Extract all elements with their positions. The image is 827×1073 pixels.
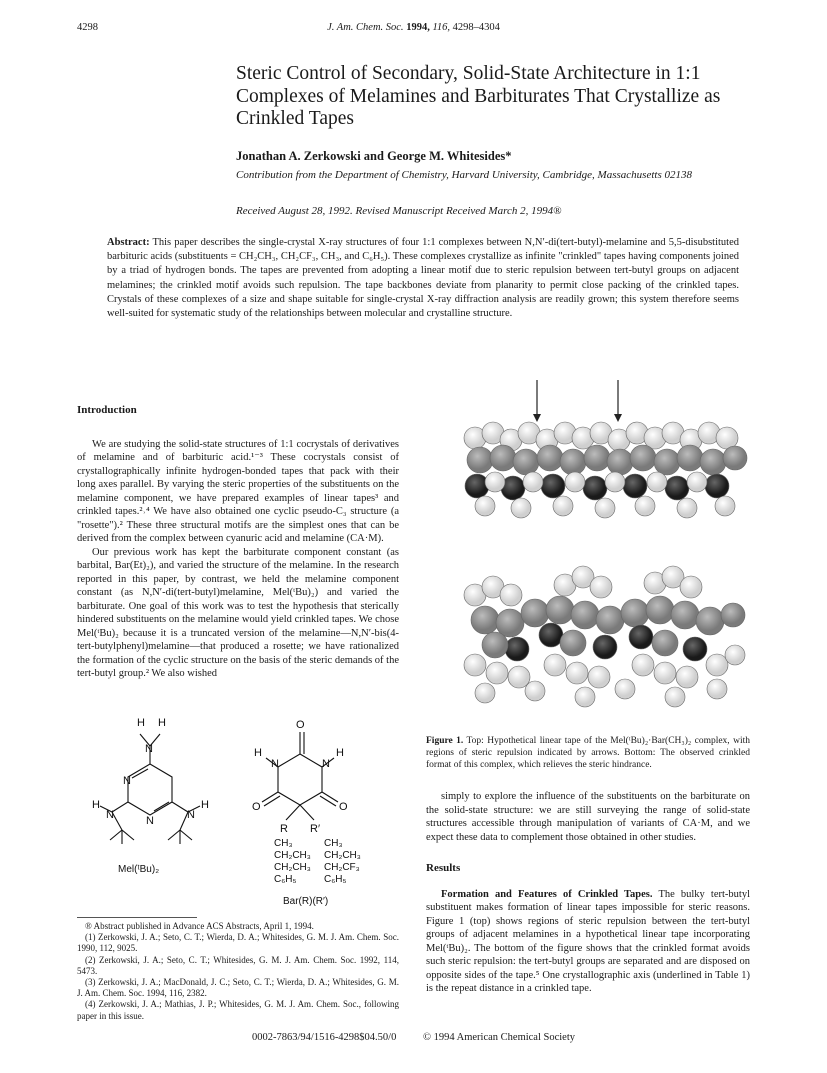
results-subheading: Formation and Features of Crinkled Tapes.	[441, 888, 653, 900]
figure-1-caption	[426, 735, 750, 771]
arrow-2-head-icon	[614, 414, 622, 422]
footnotes	[77, 921, 399, 1022]
footnote: ® Abstract published in Advance ACS Abstracts, April 1, 1994.	[85, 921, 314, 931]
abstract	[107, 236, 739, 321]
results-paragraph	[426, 888, 750, 996]
left-column	[77, 404, 399, 681]
abstract-text: This paper describes the single-crystal X-ray structures of four 1:1 complexes between N,N′-di(tert-butyl)-melamine and 5,5-disubstituted barbituric acids (substituents = CH₂CH₃, CH₂CF₃, CH₃, and C₆H₅). These complexes crystallize as infinite "crinkled" tapes having components joined by a triad of hydrogen bonds. The tapes are prevented from adopting a linear motif due to steric repulsion between tert-butyl groups on adjacent melamines; the crinkled motif avoids such repulsion. The tape backbones deviate from planarity to permit close packing of the crinkled tapes. Crystals of these complexes of a size and shape suitable for single-crystal X-ray diffraction analysis are readily grown; this system therefore seems well-suited for systematic study of the relationships between molecular and crystalline structure.	[107, 237, 739, 320]
introduction-heading: Introduction	[77, 404, 137, 416]
figure-1-bottom-crinkled-tape	[455, 565, 750, 715]
footnote: (2) Zerkowski, J. A.; Seto, C. T.; Whitesides, G. M. J. Am. Chem. Soc. 1992, 114, 5473.	[77, 954, 399, 976]
figure-1-label: Figure 1.	[426, 736, 464, 746]
atom-h: H	[137, 717, 145, 729]
r-value: CH₂CH₃	[274, 862, 311, 873]
rp-value: CH₂CH₃	[324, 850, 361, 861]
r-header: R	[280, 823, 288, 835]
article-title: Steric Control of Secondary, Solid-State Architecture in 1:1 Complexes of Melamines and Barbiturates That Crystallize as Crinkled Tapes	[236, 63, 721, 129]
journal-year: 1994,	[406, 22, 430, 33]
atom-n: N	[187, 809, 195, 821]
journal-volume: 116,	[432, 22, 451, 33]
atom-h: H	[336, 747, 344, 759]
atom-h: H	[92, 799, 100, 811]
footer-code: 0002-7863/94/1516-4298$04.50/0	[251, 1032, 397, 1043]
affiliation: Contribution from the Department of Chemistry, Harvard University, Cambridge, Massachusetts 02138	[236, 169, 692, 181]
atom-h: H	[254, 747, 262, 759]
received-dates: Received August 28, 1992. Revised Manuscript Received March 2, 1994®	[236, 205, 562, 217]
results-heading: Results	[426, 862, 461, 874]
r-value: CH₃	[274, 838, 293, 849]
journal-reference	[0, 22, 827, 33]
footer-copyright: © 1994 American Chemical Society	[422, 1032, 576, 1043]
journal-pages: 4298–4304	[452, 22, 500, 33]
figure-1-top-linear-tape	[455, 378, 750, 528]
r-value: CH₂CH₃	[274, 850, 311, 861]
page-number: 4298	[77, 22, 98, 33]
results-text: The bulky tert-butyl substituent makes formation of linear tapes impossible for steric reasons. Figure 1 (top) shows regions of steric repulsion between the tert-butyl groups of adjacent melamines in a hypothetical linear tape incorporating Mel(ᵗBu)₂. The bottom of the figure shows that the crinkled format avoids such steric repulsion: the tert-butyl groups are separated and are disposed on opposite sides of the tape.⁵ One crystallographic axis (underlined in Table 1) is the repeat distance in a crinkled tape.	[426, 888, 750, 994]
atom-o: O	[339, 801, 348, 813]
rp-value: C₆H₅	[324, 874, 347, 885]
abstract-label: Abstract:	[107, 237, 150, 248]
footnote-rule	[77, 917, 197, 918]
footnote: (4) Zerkowski, J. A.; Mathias, J. P.; Whitesides, G. M. J. Am. Chem. Soc., following paper in this issue.	[77, 999, 399, 1021]
mel-label: Mel(ᵗBu)₂	[118, 864, 160, 875]
footer	[0, 1032, 827, 1043]
bar-label: Bar(R)(R′)	[283, 896, 329, 907]
r-value: C₆H₅	[274, 874, 297, 885]
footnote: (1) Zerkowski, J. A.; Seto, C. T.; Wierda, D. A.; Whitesides, G. M. J. Am. Chem. Soc. 1990, 112, 9025.	[77, 932, 399, 954]
atom-n: N	[123, 775, 131, 787]
chemical-structures	[90, 712, 400, 912]
figure-1-caption-text: Top: Hypothetical linear tape of the Mel(ᵗBu)₂·Bar(CH₃)₂ complex, with regions of steric repulsion indicated by arrows. Bottom: The observed crinkled format of this complex, which relieves the steric hindrance.	[426, 736, 750, 770]
rp-header: R′	[310, 823, 321, 835]
authors: Jonathan A. Zerkowski and George M. Whitesides*	[236, 149, 512, 163]
atom-h: H	[158, 717, 166, 729]
intro-paragraph-1: We are studying the solid-state structures of 1:1 cocrystals of derivatives of melamine and of barbituric acid.¹⁻³ These cocrystals consist of crystallographically infinite hydrogen-bonded tapes that pack with their long axes parallel. By varying the steric properties of the substituents on the melamine component, we have prepared examples of linear tapes³ and crinkled tapes.²˒⁴ We have also obtained one cyclic pseudo-C₃ structure (a "rosette").² These three structural motifs are the simplest ones that can be derived from the complex between cyanuric acid and melamine (CA·M).	[77, 438, 399, 544]
right-column	[426, 790, 750, 996]
rp-value: CH₃	[324, 838, 343, 849]
atom-n: N	[322, 758, 330, 770]
intro-paragraph-2: Our previous work has kept the barbiturate component constant (as barbital, Bar(Et)₂), and varied the structure of the melamine. In the research reported in this paper, by contrast, we held the melamine component constant (as N,N′-di(tert-butyl)melamine, Mel(ᵗBu)₂) and varied the barbiturate. One goal of this work was to test the hypothesis that sterically hindered substituents on the melamine would yield crinkled tapes. We chose Mel(ᵗBu)₂ because it is a truncated version of the melamine—N,N′-bis(4-tert-butylphenyl)melamine—that produced a rosette; we have rationalized the formation of the cyclic structure on the basis of the steric demands of the tert-butyl group.² We also wished	[77, 546, 399, 679]
atom-o: O	[296, 719, 305, 731]
atom-n: N	[146, 815, 154, 827]
atom-n: N	[145, 743, 153, 755]
right-continuation: simply to explore the influence of the substituents on the barbiturate on the solid-state structure: we are still surveying the range of solid-state structures accessible through manipulation of variants of CA·M, and we expect these data to complement those obtained in other studies.	[426, 791, 750, 843]
rp-value: CH₂CF₃	[324, 862, 360, 873]
arrow-1-head-icon	[533, 414, 541, 422]
atom-h: H	[201, 799, 209, 811]
journal-name: J. Am. Chem. Soc.	[327, 22, 404, 33]
atom-n: N	[271, 758, 279, 770]
footnote: (3) Zerkowski, J. A.; MacDonald, J. C.; Seto, C. T.; Wierda, D. A.; Whitesides, G. M. J. Am. Chem. Soc. 1994, 116, 2382.	[77, 977, 399, 999]
atom-n: N	[106, 809, 114, 821]
atom-o: O	[252, 801, 261, 813]
